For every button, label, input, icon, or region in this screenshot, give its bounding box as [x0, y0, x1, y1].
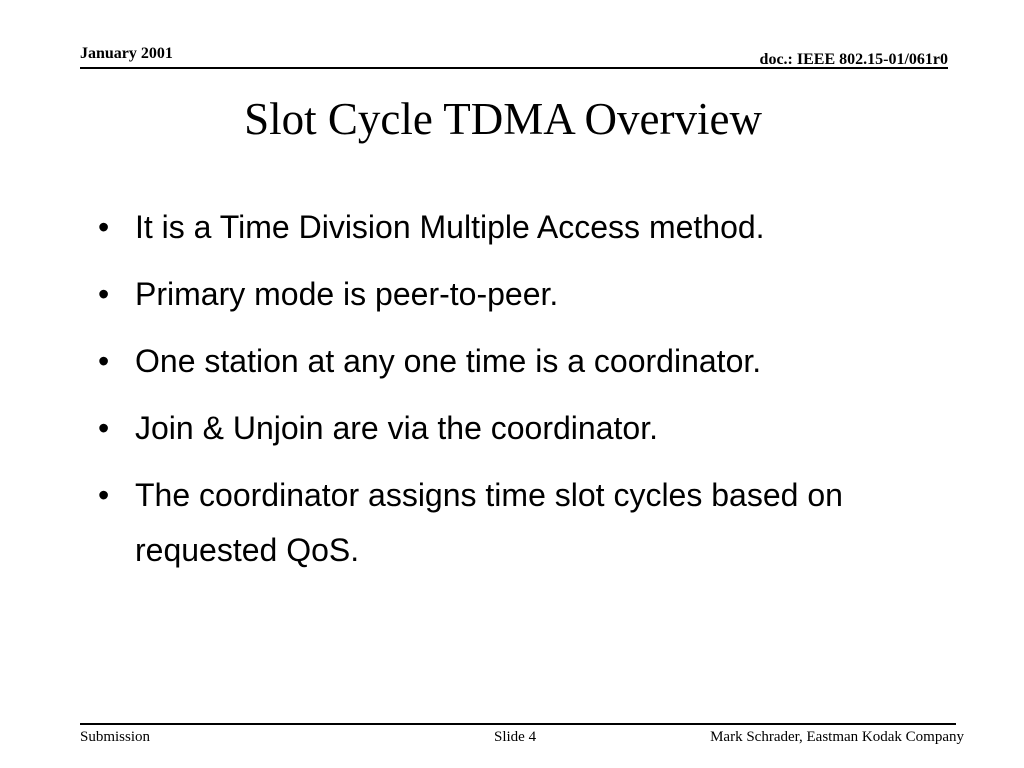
bullet-icon: •	[98, 343, 110, 379]
bullet-item	[98, 401, 978, 456]
bullet-icon: •	[98, 209, 110, 245]
bullet-text: It is a Time Division Multiple Access method.	[135, 209, 765, 245]
header-date: January 2001	[80, 45, 173, 62]
bullet-icon: •	[98, 410, 110, 446]
header-divider	[80, 67, 948, 69]
bullet-text: The coordinator assigns time slot cycles based on requested QoS.	[135, 477, 843, 568]
header-doc-id: doc.: IEEE 802.15-01/061r0	[759, 51, 948, 68]
slide-title: Slot Cycle TDMA Overview	[244, 94, 762, 144]
bullet-icon: •	[98, 276, 110, 312]
bullet-list	[98, 200, 978, 590]
bullet-item	[98, 334, 978, 389]
bullet-text: Primary mode is peer-to-peer.	[135, 276, 559, 312]
footer-slide-number: Slide 4	[494, 729, 537, 745]
bullet-item	[98, 267, 978, 322]
bullet-item	[98, 468, 978, 578]
footer-submission: Submission	[80, 729, 151, 745]
bullet-text: Join & Unjoin are via the coordinator.	[135, 410, 658, 446]
bullet-icon: •	[98, 477, 110, 513]
footer-divider	[80, 723, 956, 725]
bullet-item	[98, 200, 978, 255]
footer-author: Mark Schrader, Eastman Kodak Company	[710, 729, 964, 745]
bullet-text: One station at any one time is a coordinator.	[135, 343, 762, 379]
